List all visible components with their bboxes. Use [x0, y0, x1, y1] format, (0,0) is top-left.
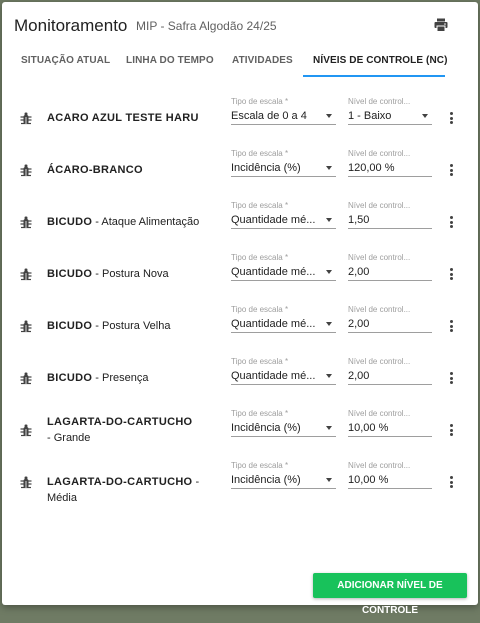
dialog-header: [2, 2, 478, 46]
pest-label: BICUDO: [47, 216, 93, 228]
scale-type-label: Tipo de escala *: [231, 409, 289, 418]
control-level-row: [2, 352, 478, 404]
pest-detail: - Média: [47, 476, 200, 504]
pest-detail: - Postura Nova: [92, 268, 169, 280]
monitoring-dialog: [2, 2, 478, 616]
more-options-icon[interactable]: [448, 371, 454, 385]
control-level-value: 120,00 %: [348, 162, 395, 174]
bug-icon: [20, 267, 32, 281]
pest-name: [47, 214, 227, 230]
control-level-label: Nível de control...: [348, 201, 411, 210]
chevron-down-icon: [326, 322, 332, 326]
scale-type-label: Tipo de escala *: [231, 149, 289, 158]
bug-icon: [20, 215, 32, 229]
scale-type-label: Tipo de escala *: [231, 201, 289, 210]
control-level-select[interactable]: [348, 107, 432, 125]
pest-name: [47, 474, 227, 506]
chevron-down-icon: [326, 166, 332, 170]
scale-type-value: Incidência (%): [231, 422, 301, 434]
control-level-input[interactable]: [348, 159, 432, 177]
page-subtitle: MIP - Safra Algodão 24/25: [136, 19, 277, 33]
pest-name: [47, 318, 227, 334]
bug-icon: [20, 423, 32, 437]
control-level-row: [2, 196, 478, 248]
scale-type-select[interactable]: [231, 315, 336, 333]
control-level-input[interactable]: [348, 263, 432, 281]
control-level-input[interactable]: [348, 211, 432, 229]
control-level-row: [2, 144, 478, 196]
bug-icon: [20, 111, 32, 125]
scale-type-value: Incidência (%): [231, 474, 301, 486]
pest-label: ÁCARO-BRANCO: [47, 164, 143, 176]
control-level-value: 1 - Baixo: [348, 110, 392, 122]
pest-name: [47, 162, 227, 178]
printer-icon[interactable]: [434, 18, 448, 32]
pest-label: ACARO AZUL TESTE HARU: [47, 112, 199, 124]
more-options-icon[interactable]: [448, 215, 454, 229]
tab-linha-do-tempo[interactable]: LINHA DO TEMPO: [126, 55, 214, 66]
scale-type-value: Quantidade mé...: [231, 370, 316, 382]
bug-icon: [20, 163, 32, 177]
tab-situacao-atual[interactable]: SITUAÇÃO ATUAL: [21, 55, 111, 66]
pest-detail: - Presença: [92, 372, 149, 384]
chevron-down-icon: [326, 478, 332, 482]
control-level-row: [2, 248, 478, 300]
scale-type-select[interactable]: [231, 471, 336, 489]
control-level-input[interactable]: [348, 367, 432, 385]
chevron-down-icon: [326, 270, 332, 274]
pest-label: BICUDO: [47, 320, 93, 332]
scale-type-select[interactable]: [231, 263, 336, 281]
control-level-label: Nível de control...: [348, 461, 411, 470]
control-level-label: Nível de control...: [348, 97, 411, 106]
scale-type-select[interactable]: [231, 107, 336, 125]
control-level-label: Nível de control...: [348, 357, 411, 366]
pest-name: [47, 414, 197, 446]
scale-type-value: Escala de 0 a 4: [231, 110, 307, 122]
chevron-down-icon: [326, 374, 332, 378]
control-level-value: 10,00 %: [348, 474, 389, 486]
scale-type-select[interactable]: [231, 419, 336, 437]
control-level-label: Nível de control...: [348, 409, 411, 418]
more-options-icon[interactable]: [448, 163, 454, 177]
control-level-input[interactable]: [348, 315, 432, 333]
control-level-row: [2, 300, 478, 352]
active-tab-indicator: [303, 75, 445, 77]
chevron-down-icon: [326, 218, 332, 222]
control-level-label: Nível de control...: [348, 305, 411, 314]
scale-type-select[interactable]: [231, 159, 336, 177]
scale-type-label: Tipo de escala *: [231, 357, 289, 366]
control-level-value: 10,00 %: [348, 422, 389, 434]
scale-type-select[interactable]: [231, 211, 336, 229]
add-control-level-button[interactable]: ADICIONAR NÍVEL DE CONTROLE: [313, 573, 467, 598]
more-options-icon[interactable]: [448, 475, 454, 489]
pest-detail: - Postura Velha: [92, 320, 171, 332]
pest-detail: - Grande: [47, 432, 91, 444]
pest-label: BICUDO: [47, 372, 93, 384]
control-level-value: 2,00: [348, 370, 370, 382]
tab-atividades[interactable]: ATIVIDADES: [232, 55, 293, 66]
control-level-value: 2,00: [348, 318, 370, 330]
pest-detail: - Ataque Alimentação: [92, 216, 200, 228]
scale-type-value: Quantidade mé...: [231, 214, 316, 226]
bug-icon: [20, 319, 32, 333]
more-options-icon[interactable]: [448, 319, 454, 333]
scale-type-select[interactable]: [231, 367, 336, 385]
scale-type-label: Tipo de escala *: [231, 97, 289, 106]
pest-name: [47, 266, 227, 282]
pest-label: LAGARTA-DO-CARTUCHO: [47, 416, 193, 428]
scale-type-value: Quantidade mé...: [231, 266, 316, 278]
scale-type-label: Tipo de escala *: [231, 461, 289, 470]
scale-type-value: Incidência (%): [231, 162, 301, 174]
bug-icon: [20, 371, 32, 385]
scale-type-label: Tipo de escala *: [231, 305, 289, 314]
pest-label: BICUDO: [47, 268, 93, 280]
control-level-label: Nível de control...: [348, 253, 411, 262]
page-title: Monitoramento: [14, 16, 128, 35]
chevron-down-icon: [422, 114, 428, 118]
pest-label: LAGARTA-DO-CARTUCHO: [47, 476, 193, 488]
bug-icon: [20, 475, 32, 489]
control-level-label: Nível de control...: [348, 149, 411, 158]
control-level-row: [2, 404, 478, 456]
more-options-icon[interactable]: [448, 423, 454, 437]
tab-bar: [2, 46, 478, 78]
scale-type-value: Quantidade mé...: [231, 318, 316, 330]
pest-name: [47, 370, 227, 386]
scale-type-label: Tipo de escala *: [231, 253, 289, 262]
control-level-input[interactable]: [348, 471, 432, 489]
control-level-value: 1,50: [348, 214, 370, 226]
control-level-value: 2,00: [348, 266, 370, 278]
more-options-icon[interactable]: [448, 111, 454, 125]
chevron-down-icon: [326, 426, 332, 430]
control-level-input[interactable]: [348, 419, 432, 437]
more-options-icon[interactable]: [448, 267, 454, 281]
control-level-row: [2, 92, 478, 144]
pest-name: [47, 110, 227, 126]
tab-niveis-de-controle[interactable]: NÍVEIS DE CONTROLE (NC): [313, 55, 448, 66]
chevron-down-icon: [326, 114, 332, 118]
control-level-row: [2, 456, 478, 508]
